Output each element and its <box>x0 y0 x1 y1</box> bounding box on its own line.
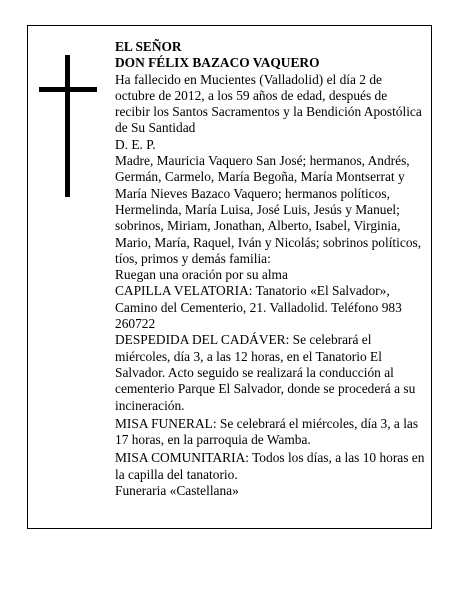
funeral-mass-info: MISA FUNERAL: Se celebrará el miércoles, día 3, a las 17 horas, en la parroquia de Wamba. <box>115 415 419 448</box>
notice-heading: EL SEÑOR <box>115 39 182 54</box>
funeral-home: Funeraria «Castellana» <box>115 483 239 499</box>
death-announcement: Ha fallecido en Mucientes (Valladolid) el día 2 de octubre de 2012, a los 59 años de edad, después de recibir los Santos Sacramentos y la Bendición Apostólica de Su Santidad <box>115 71 422 136</box>
obituary-notice <box>27 25 432 529</box>
community-mass-info: MISA COMUNITARIA: Todos los días, a las 10 horas en la capilla del tanatorio. <box>115 450 425 482</box>
cross-vertical-bar <box>65 55 70 197</box>
notice-body <box>115 39 425 499</box>
dep-line: D. E. P. <box>115 136 156 152</box>
prayer-request: Ruegan una oración por su alma <box>115 267 288 283</box>
cross-horizontal-bar <box>39 87 97 92</box>
chapel-info: CAPILLA VELATORIA: Tanatorio «El Salvador», Camino del Cementerio, 21. Valladolid. Teléfono 983 260722 <box>115 283 402 332</box>
farewell-info: DESPEDIDA DEL CADÁVER: Se celebrará el miércoles, día 3, a las 12 horas, en el Tanatorio El Salvador. Acto seguido se realizará la conducción al cementerio Parque El Salvador, donde se procederá a su incineración. <box>115 332 416 413</box>
deceased-name: DON FÉLIX BAZACO VAQUERO <box>115 55 320 71</box>
family-list: Madre, Mauricia Vaquero San José; hermanos, Andrés, Germán, Carmelo, María Begoña, María Montserrat y María Nieves Bazaco Vaquero; hermanos políticos, Hermelinda, María Luisa, José Luis, Jesús y Manuel; sobrinos, Miriam, Jonathan, Alberto, Isabel, Virginia, Mario, María, Raquel, Iván y Nicolás; sobrinos políticos, tíos, primos y demás familia: <box>115 153 422 266</box>
